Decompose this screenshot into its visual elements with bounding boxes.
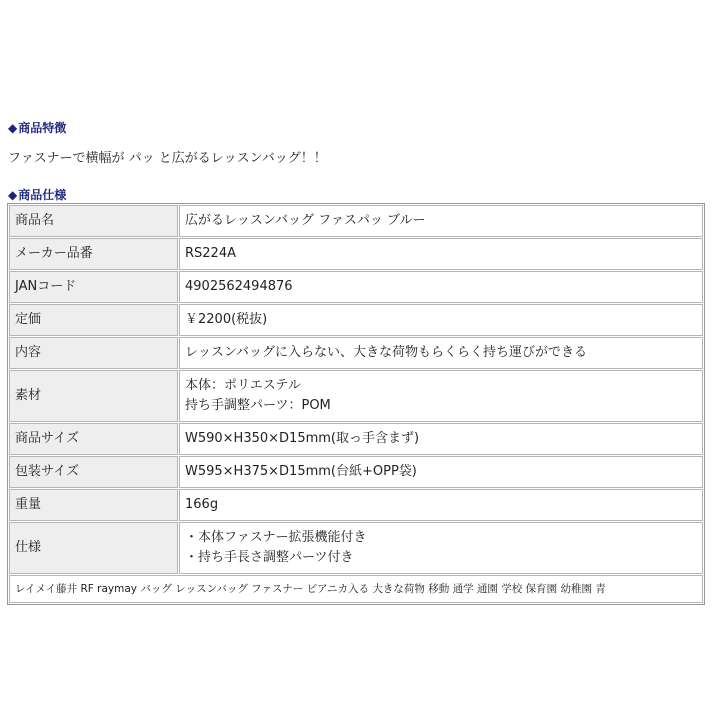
features-heading [8, 119, 66, 136]
spec-value-line: W595×H375×D15mm(台紙+OPP袋) [185, 464, 417, 479]
table-row [9, 522, 703, 574]
table-row [9, 575, 703, 603]
table-row [9, 304, 703, 336]
spec-value-line: 持ち手調整パーツ：POM [185, 398, 331, 413]
spec-label-model-number: メーカー品番 [9, 238, 178, 270]
spec-value-line: 広がるレッスンバッグ ファスパッ ブルー [185, 213, 426, 228]
table-row [9, 489, 703, 521]
spec-value-product-name [179, 205, 703, 237]
spec-value-content [179, 337, 703, 369]
table-row [9, 271, 703, 303]
spec-label-specification: 仕様 [9, 522, 178, 574]
spec-value-line: 4902562494876 [185, 279, 293, 294]
table-row [9, 337, 703, 369]
spec-value-specification [179, 522, 703, 574]
table-row [9, 370, 703, 422]
keywords-cell: レイメイ藤井 RF raymay バッグ レッスンバッグ ファスナー ピアニカ入る 大きな荷物 移動 通学 通園 学校 保育園 幼稚園 青 [9, 575, 703, 603]
spec-value-line: W590×H350×D15mm(取っ手含まず) [185, 431, 420, 446]
features-description: ファスナーで横幅が パッ と広がるレッスンバッグ！！ [8, 151, 327, 166]
diamond-bullet-icon: ◆ [8, 121, 18, 135]
spec-value-line: ・持ち手長さ調整パーツ付き [185, 550, 354, 565]
spec-table [7, 203, 705, 605]
table-row [9, 423, 703, 455]
features-heading-text: 商品特徴 [18, 121, 67, 135]
spec-value-line: レッスンバッグに入らない、大きな荷物もらくらく持ち運びができる [185, 345, 587, 360]
table-row [9, 205, 703, 237]
spec-label-product-size: 商品サイズ [9, 423, 178, 455]
spec-label-weight: 重量 [9, 489, 178, 521]
table-row [9, 456, 703, 488]
spec-value-line: ￥2200(税抜) [185, 312, 268, 327]
spec-label-content: 内容 [9, 337, 178, 369]
spec-value-line: 本体：ポリエステル [185, 378, 301, 393]
spec-value-weight [179, 489, 703, 521]
spec-value-line: ・本体ファスナー拡張機能付き [185, 530, 367, 545]
specs-heading [8, 186, 66, 203]
spec-label-material: 素材 [9, 370, 178, 422]
spec-value-material [179, 370, 703, 422]
spec-label-package-size: 包装サイズ [9, 456, 178, 488]
specs-heading-text: 商品仕様 [18, 188, 67, 202]
table-row [9, 238, 703, 270]
spec-label-jan-code: JANコード [9, 271, 178, 303]
spec-value-list-price [179, 304, 703, 336]
spec-label-product-name: 商品名 [9, 205, 178, 237]
spec-label-list-price: 定価 [9, 304, 178, 336]
spec-value-product-size [179, 423, 703, 455]
diamond-bullet-icon: ◆ [8, 188, 18, 202]
spec-value-line: 166g [185, 497, 219, 512]
spec-value-package-size [179, 456, 703, 488]
spec-value-model-number [179, 238, 703, 270]
spec-value-jan-code [179, 271, 703, 303]
spec-value-line: RS224A [185, 246, 236, 261]
